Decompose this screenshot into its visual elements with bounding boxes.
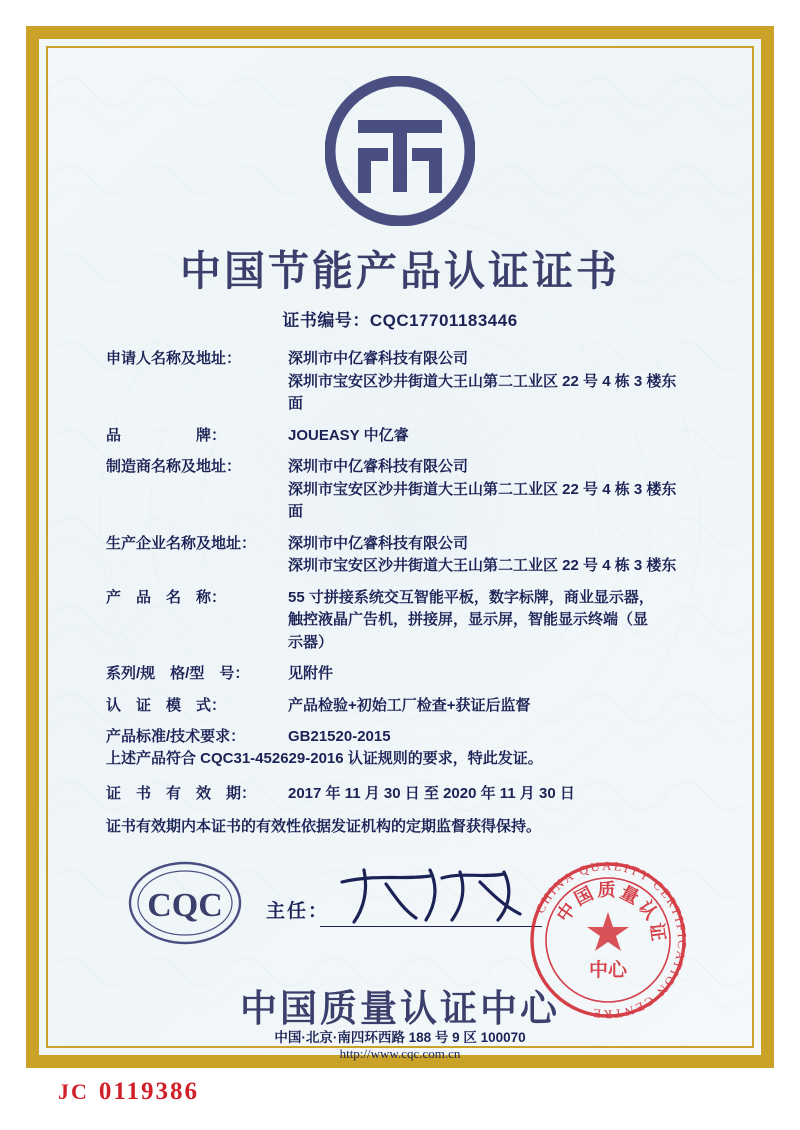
- field-production-enterprise-name-address: [106, 533, 728, 578]
- field-label: 申请人名称及地址：: [106, 350, 242, 367]
- field-list: [106, 348, 728, 758]
- field-value: [288, 587, 728, 655]
- signature-area: [48, 848, 752, 1022]
- field-label: 系列/规 格/型 号：: [106, 665, 250, 682]
- validity-row: [106, 783, 728, 806]
- cqc-oval-logo-icon: [126, 860, 244, 946]
- organization-url[interactable]: http://www.cqc.com.cn: [339, 1046, 461, 1061]
- field-applicant-name-address: [106, 348, 728, 416]
- field-value: [288, 663, 728, 686]
- field-label: 产品标准/技术要求：: [106, 728, 246, 745]
- field-label: 产 品 名 称：: [106, 588, 227, 606]
- field-label: 认 证 模 式：: [106, 696, 227, 714]
- field-value-line: 面: [288, 395, 304, 412]
- field-value-line: 深圳市中亿睿科技有限公司: [288, 350, 469, 367]
- field-certification-mode: [106, 695, 728, 718]
- field-value-line: JOUEASY 中亿睿: [288, 426, 409, 444]
- field-value-line: GB21520-2015: [288, 728, 391, 745]
- field-value: [288, 456, 728, 524]
- field-value-line: 55 寸拼接系统交互智能平板，数字标牌，商业显示器，: [288, 588, 654, 606]
- validity-label: 证 书 有 效 期：: [106, 785, 257, 802]
- field-value-line: 深圳市中亿睿科技有限公司: [288, 534, 469, 552]
- serial-number: [58, 1078, 199, 1106]
- field-series-spec-model: [106, 663, 728, 686]
- svg-text:中国质量认证: 中国质量认证: [552, 879, 669, 946]
- field-value: [288, 695, 728, 718]
- serial-prefix: JC: [58, 1079, 89, 1104]
- field-value-line: 触控液晶广告机，拼接屏，显示屏，智能显示终端（显: [288, 611, 649, 628]
- field-value-line: 见附件: [288, 665, 334, 682]
- svg-text:CHINA QUALITY CERTIFICATION CE: CHINA QUALITY CERTIFICATION CENTRE: [532, 858, 690, 1022]
- field-value-line: 深圳市宝安区沙井街道大王山第二工业区 22 号 4 栋 3 楼东: [288, 557, 677, 574]
- field-value: [288, 348, 728, 416]
- page-title: 中国节能产品认证证书: [180, 247, 620, 295]
- field-product-name: [106, 587, 728, 655]
- director-label: 主任：: [266, 901, 330, 922]
- field-value-line: 示器）: [288, 633, 334, 651]
- field-value-line: 产品检验+初始工厂检查+获证后监督: [288, 696, 531, 714]
- certificate-number-label: 证书编号：: [282, 311, 370, 330]
- field-brand: [106, 425, 728, 448]
- validity-value: 2017 年 11 月 30 日 至 2020 年 11 月 30 日: [288, 785, 575, 802]
- field-label: 品 牌：: [106, 426, 227, 444]
- field-value-line: 面: [288, 503, 304, 520]
- validity-note: 证书有效期内本证书的有效性依据发证机构的定期监督获得保持。: [106, 818, 542, 835]
- svg-text:CQC: CQC: [147, 887, 223, 924]
- field-value: [288, 533, 728, 578]
- field-value-line: 深圳市宝安区沙井街道大王山第二工业区 22 号 4 栋 3 楼东: [288, 372, 677, 390]
- certificate-content: [48, 48, 752, 1061]
- svg-text:中心: 中心: [588, 959, 628, 981]
- certificate-number-value: CQC17701183446: [369, 311, 518, 330]
- field-label: 生产企业名称及地址：: [106, 534, 257, 552]
- issuing-organization: 中国质量认证中心: [240, 987, 560, 1030]
- field-value-line: 深圳市宝安区沙井街道大王山第二工业区 22 号 4 栋 3 楼东: [288, 480, 677, 498]
- serial-value: 0119386: [98, 1078, 200, 1105]
- compliance-statement: 上述产品符合 CQC31-452629-2016 认证规则的要求，特此发证。: [106, 750, 543, 767]
- certificate-number: [48, 306, 752, 331]
- field-value-line: 深圳市中亿睿科技有限公司: [288, 458, 469, 475]
- cqc-emblem-icon: [325, 76, 475, 226]
- field-value: [288, 726, 728, 749]
- field-product-standard: [106, 726, 728, 749]
- organization-address: 中国·北京·南四环西路 188 号 9 区 100070: [274, 1030, 526, 1045]
- handwritten-signature-icon: [334, 860, 534, 930]
- field-value: [288, 425, 728, 448]
- field-manufacturer-name-address: [106, 456, 728, 524]
- field-label: 制造商名称及地址：: [106, 458, 242, 475]
